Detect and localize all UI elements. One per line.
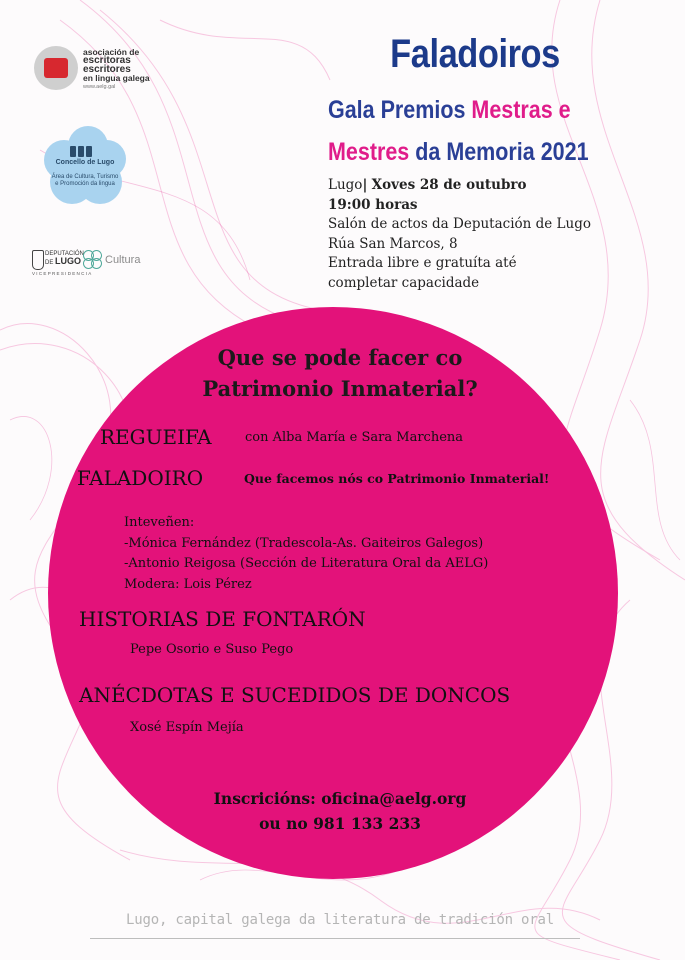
concello-lugo-logo [44, 126, 126, 206]
concello-name: Concello de Lugo [55, 159, 115, 166]
subtitle-line2 [328, 138, 620, 167]
speakers-label: Inteveñen: [124, 515, 195, 530]
event-date-line [328, 176, 658, 196]
deputacion-de: DE [45, 260, 54, 266]
faladoiro-title: FALADOIRO [77, 466, 204, 490]
concello-logo-text [44, 159, 126, 188]
page-title: Faladoiros [390, 32, 560, 76]
deputacion-text [45, 251, 84, 267]
registration-phone[interactable]: ou no 981 133 233 [259, 814, 421, 833]
concello-line2: e Promoción da lingua [55, 181, 115, 187]
deputacion-top: DEPUTACIÓN [45, 251, 84, 257]
event-venue: Salón de actos da Deputación de Lugo [328, 216, 591, 232]
aelg-line1: asociación de [83, 47, 140, 57]
moderator: Modera: Lois Pérez [124, 576, 252, 592]
historias-detail: Pepe Osorio e Suso Pego [130, 642, 294, 657]
deputacion-sub: VICEPRESIDENCIA [32, 271, 93, 276]
faladoiro-detail: Que facemos nós co Patrimonio Inmaterial! [244, 471, 550, 486]
aelg-logo [34, 44, 154, 96]
regueifa-title: REGUEIFA [100, 425, 212, 449]
deputacion-lugo-logo [32, 250, 152, 280]
cultura-rings-icon [83, 250, 103, 270]
coat-of-arms-icon [32, 250, 44, 270]
anecdotas-detail: Xosé Espín Mejía [130, 720, 244, 735]
programme-question [150, 342, 530, 404]
aelg-line2: escritoras [83, 55, 131, 66]
subtitle-mestras: Mestras e [471, 96, 571, 124]
footer-tagline: Lugo, capital galega da literatura de tradición oral [126, 912, 554, 928]
speakers-list [124, 513, 488, 595]
regueifa-detail: con Alba María e Sara Marchena [245, 430, 464, 445]
aelg-url: www.aelg.gal [83, 84, 116, 90]
event-entry-line1: Entrada libre e gratuíta até [328, 255, 517, 271]
subtitle-gala: Gala Premios [328, 96, 466, 124]
aelg-logo-text [83, 48, 163, 91]
subtitle-line1 [328, 96, 603, 125]
registration-email[interactable]: Inscricións: oficina@aelg.org [213, 789, 467, 808]
cultura-label: Cultura [105, 254, 141, 266]
speaker-monica: -Mónica Fernández (Tradescola-As. Gaiteiros Galegos) [124, 535, 484, 551]
subtitle-memoria: da Memoria 2021 [415, 138, 589, 166]
speaker-antonio: -Antonio Reigosa (Sección de Literatura Oral da AELG) [124, 556, 489, 571]
event-date: Xoves 28 de outubro [371, 177, 527, 193]
event-time: 19:00 horas [328, 196, 418, 213]
question-line1: Que se pode facer co [217, 345, 463, 370]
anecdotas-title: ANÉCDOTAS E SUCEDIDOS DE DONCOS [79, 683, 511, 707]
event-separator: | [362, 177, 368, 193]
aelg-line4: en lingua galega [83, 73, 150, 83]
question-line2: Patrimonio Inmaterial? [202, 376, 478, 401]
event-address: Rúa San Marcos, 8 [328, 235, 458, 252]
deputacion-name: LUGO [55, 256, 82, 266]
registration-info [130, 786, 550, 836]
event-city: Lugo [328, 177, 363, 193]
historias-title: HISTORIAS DE FONTARÓN [79, 607, 366, 631]
aelg-emblem-icon [34, 46, 78, 90]
event-info [328, 176, 658, 293]
city-towers-icon [70, 142, 100, 156]
concello-line1: Área de Cultura, Turismo [51, 174, 119, 180]
footer-divider [90, 938, 580, 939]
event-entry-line2: completar capacidade [328, 274, 480, 291]
subtitle-mestres: Mestres [328, 138, 410, 166]
aelg-line3: escritores [83, 64, 131, 75]
